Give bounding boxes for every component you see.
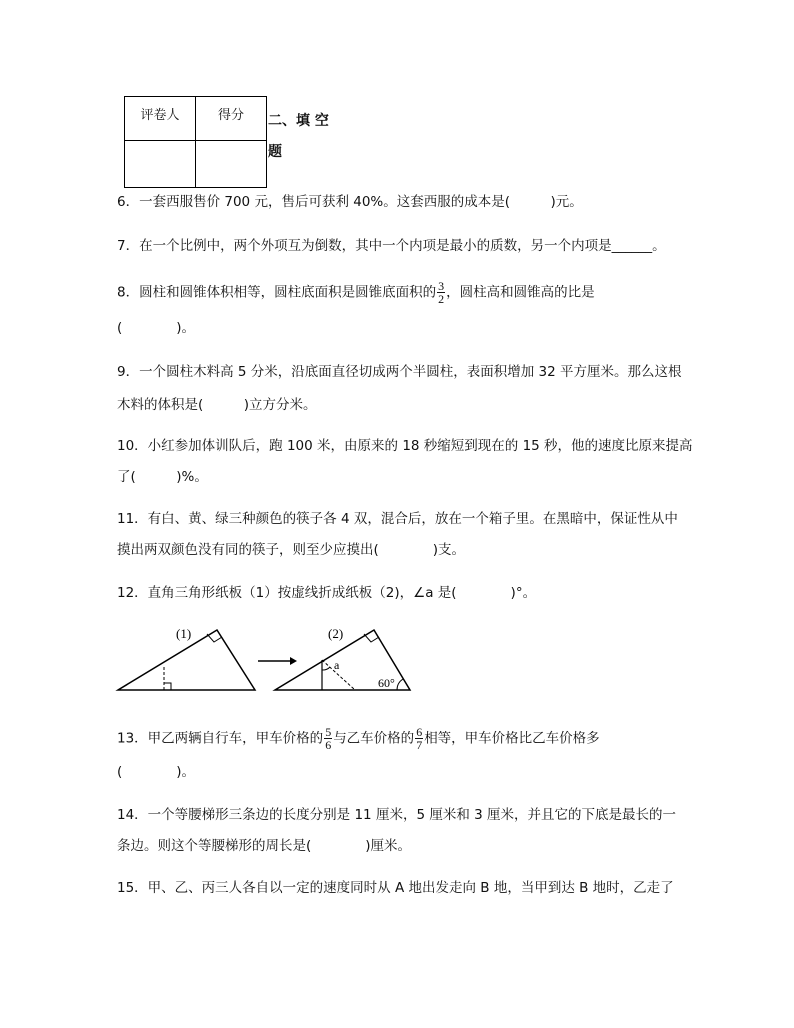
fraction-denominator: 6: [325, 738, 332, 752]
question-8-answer-line: ( )。: [117, 320, 196, 336]
question-13-pre: 13．甲乙两辆自行车，甲车价格的: [117, 730, 324, 747]
fraction-numerator: 3: [438, 279, 445, 293]
fraction-5-6: [324, 726, 332, 751]
question-13-mid: 与乙车价格的: [333, 730, 415, 747]
angle-a-arc: [322, 667, 330, 670]
question-11-line1: 11．有白、黄、绿三种颜色的筷子各 4 双，混合后，放在一个箱子里。在黑暗中，保证性从中: [117, 511, 678, 527]
question-8-post: ，圆柱高和圆锥高的比是: [446, 284, 595, 301]
question-11-line2: 摸出两双颜色没有同的筷子，则至少应摸出( )支。: [117, 542, 466, 558]
section-title: 二、填 空: [268, 113, 329, 129]
question-12: 12．直角三角形纸板（1）按虚线折成纸板（2)，∠a 是( )°。: [117, 585, 537, 601]
label-1: (1): [176, 626, 192, 641]
fraction-numerator: 6: [416, 725, 423, 739]
question-15-line1: 15．甲、乙、丙三人各自以一定的速度同时从 A 地出发走向 B 地，当甲到达 B 地时，乙走了: [117, 880, 674, 896]
question-13-answer-line: ( )。: [117, 764, 196, 780]
angle-a-label: a: [334, 658, 340, 672]
fraction-3-2: [437, 280, 445, 305]
question-9-line2: 木料的体积是( )立方分米。: [117, 397, 317, 413]
fraction-denominator: 2: [438, 292, 445, 306]
angle-60-arc: [397, 679, 403, 690]
score-header: 得分: [196, 97, 267, 141]
label-2: (2): [328, 626, 344, 641]
angle-60-label: 60°: [378, 676, 395, 690]
question-9-line1: 9．一个圆柱木料高 5 分米，沿底面直径切成两个半圆柱，表面积增加 32 平方厘米。那么这根: [117, 364, 682, 380]
question-13-post: 相等，甲车价格比乙车价格多: [424, 730, 600, 747]
question-10-line1: 10．小红参加体训队后，跑 100 米，由原来的 18 秒缩短到现在的 15 秒，他的速度比原来提高: [117, 438, 693, 454]
question-8-pre: 8．圆柱和圆锥体积相等，圆柱底面积是圆锥底面积的: [117, 284, 437, 301]
arrow-head-icon: [290, 657, 297, 665]
question-7: 7．在一个比例中，两个外项互为倒数，其中一个内项是最小的质数，另一个内项是______。: [117, 238, 666, 254]
fraction-denominator: 7: [416, 738, 423, 752]
right-angle-mark-bottom-1: [164, 683, 171, 690]
score-table: [124, 96, 267, 188]
score-cell[interactable]: [196, 141, 267, 188]
fraction-6-7: [415, 726, 423, 751]
question-6: 6．一套西服售价 700 元，售后可获利 40%。这套西服的成本是( )元。: [117, 194, 583, 210]
triangle-figure: [110, 622, 420, 697]
question-13: [117, 726, 600, 751]
section-title-cont: 题: [268, 144, 282, 160]
question-10-line2: 了( )%。: [117, 469, 208, 485]
question-8: [117, 280, 595, 305]
reviewer-cell[interactable]: [125, 141, 196, 188]
question-14-line1: 14．一个等腰梯形三条边的长度分别是 11 厘米，5 厘米和 3 厘米，并且它的下底是最长的一: [117, 807, 676, 823]
fraction-numerator: 5: [325, 725, 332, 739]
reviewer-header: 评卷人: [125, 97, 196, 141]
question-14-line2: 条边。则这个等腰梯形的周长是( )厘米。: [117, 838, 412, 854]
